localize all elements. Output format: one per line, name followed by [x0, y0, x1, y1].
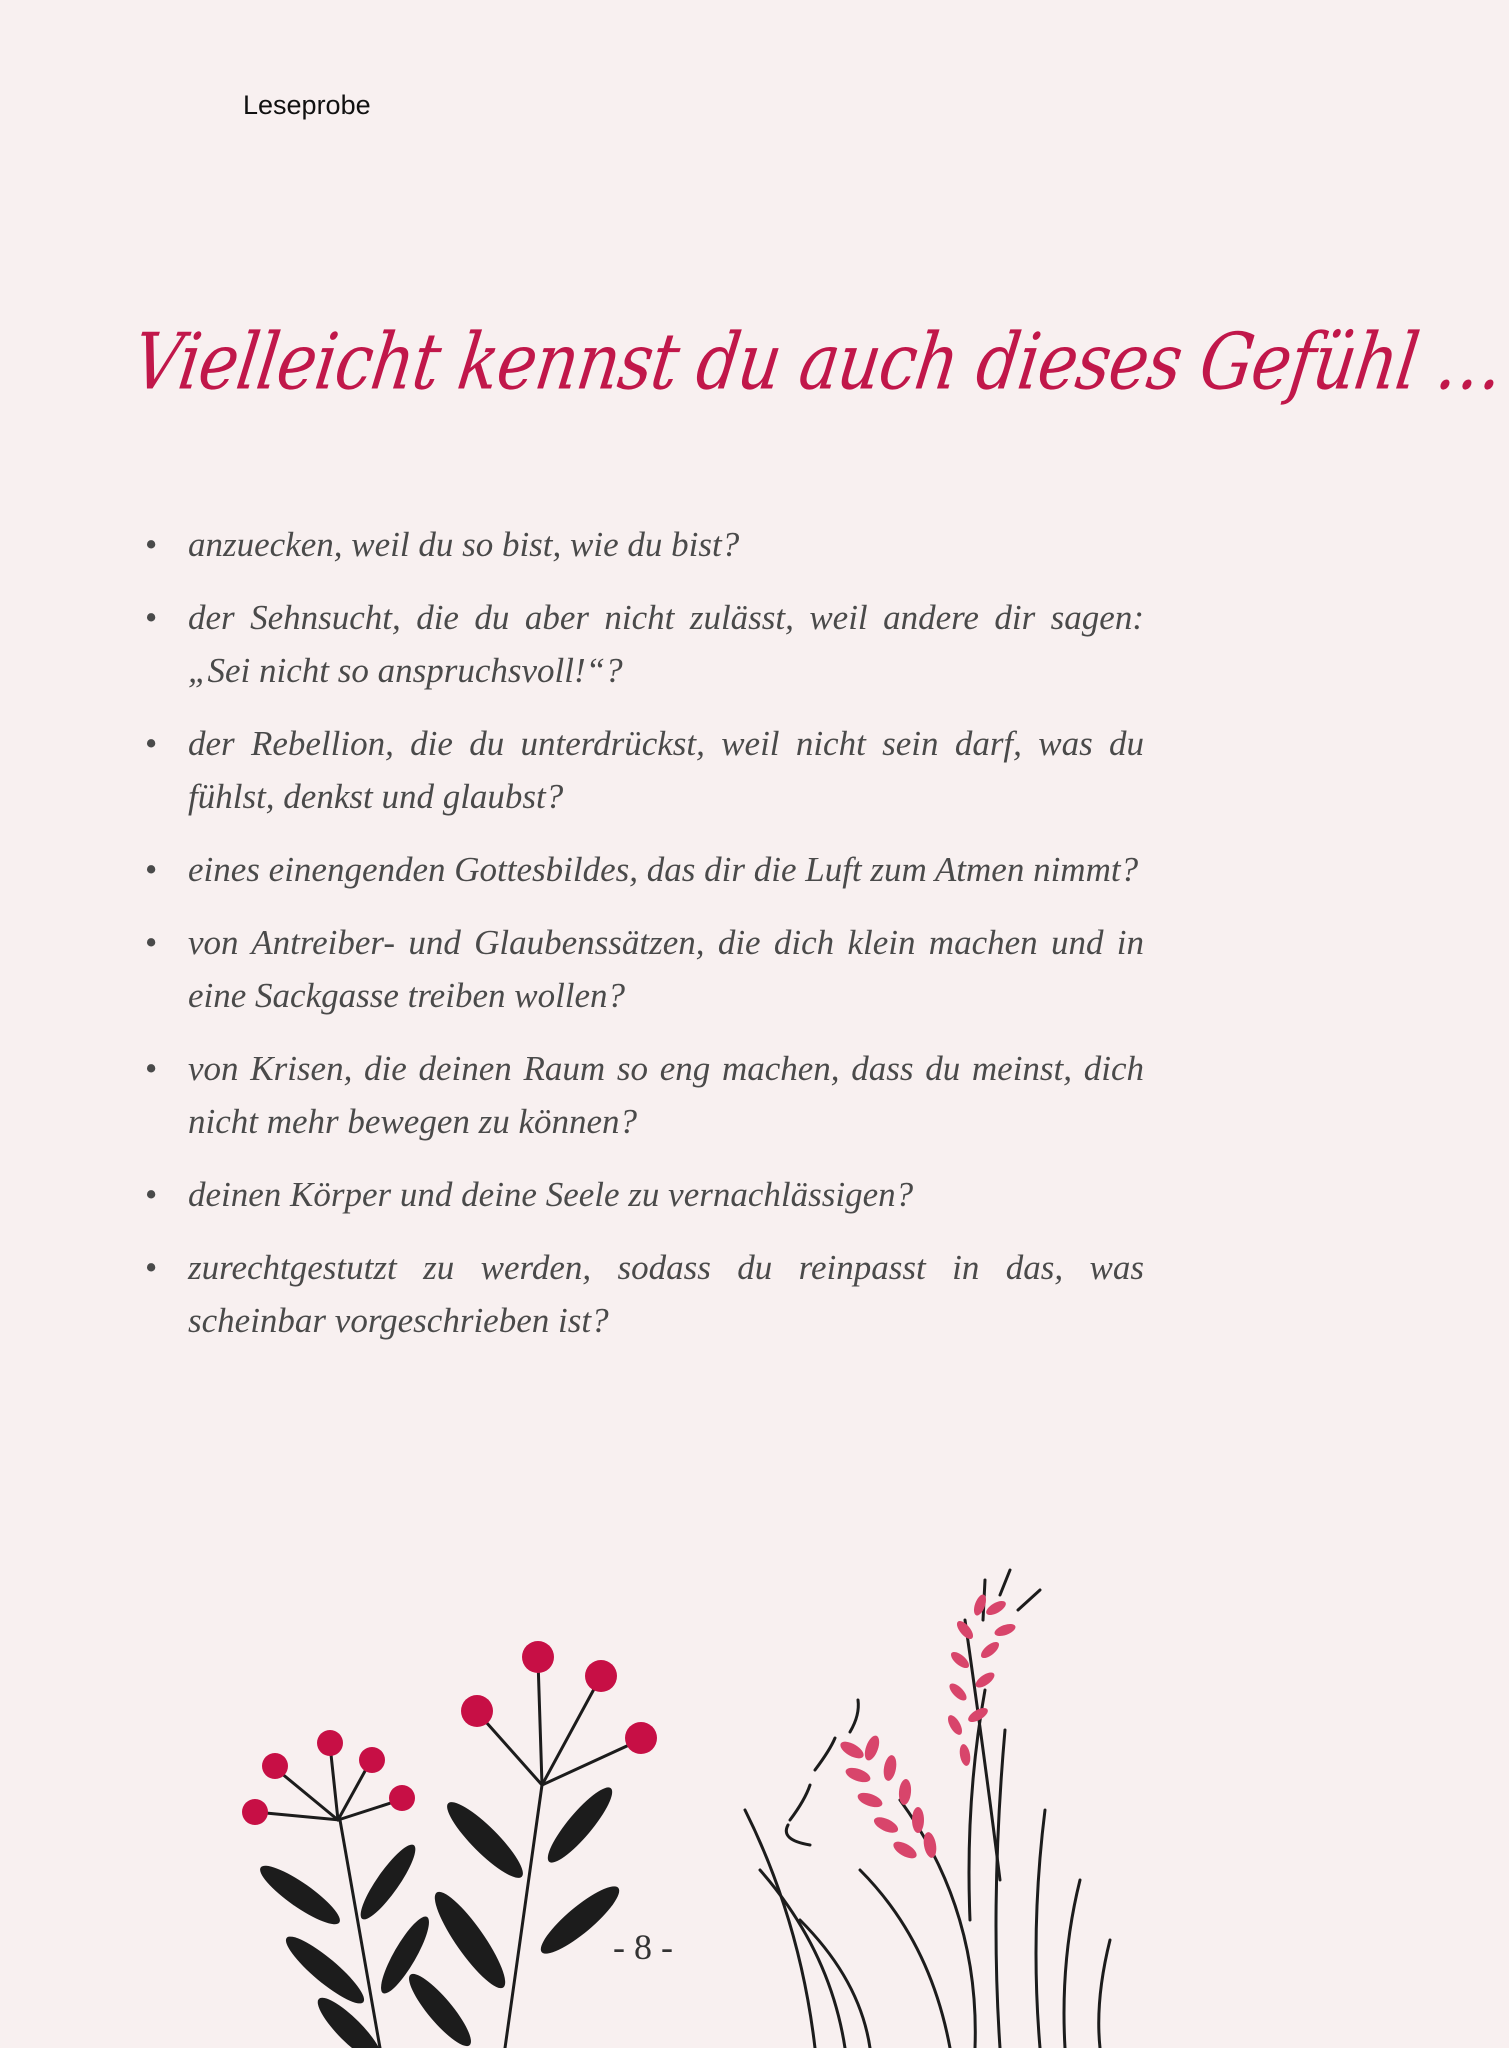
- list-item-text: eines einengenden Gottesbildes, das dir die Luft zum Atmen nimmt?: [188, 850, 1139, 889]
- list-item-text: anzuecken, weil du so bist, wie du bist?: [188, 525, 740, 564]
- bullet-dot-icon: •: [145, 724, 158, 763]
- bullet-dot-icon: •: [145, 1175, 158, 1214]
- grass-right: [745, 1570, 1110, 2048]
- bullet-dot-icon: •: [145, 923, 158, 962]
- bullet-list: [142, 518, 1144, 1367]
- bullet-dot-icon: •: [145, 1248, 158, 1287]
- pink-wheat-right: [838, 1593, 1017, 1862]
- page-number: - 8 -: [613, 1927, 673, 1967]
- list-item-text: von Krisen, die deinen Raum so eng machen, dass du meinst, dich nicht mehr bewegen zu können?: [188, 1049, 1144, 1141]
- bullet-dot-icon: •: [145, 850, 158, 889]
- list-item: [142, 1042, 1144, 1148]
- list-item-text: der Rebellion, die du unterdrückst, weil nicht sein darf, was du fühlst, denkst und glaubst?: [188, 724, 1144, 816]
- list-item-text: deinen Körper und deine Seele zu vernachlässigen?: [188, 1175, 914, 1214]
- list-item: [142, 916, 1144, 1022]
- list-item: [142, 591, 1144, 697]
- berry-plant-middle-berries: [461, 1641, 657, 1754]
- list-item-text: zurechtgestutzt zu werden, sodass du reinpasst in das, was scheinbar vorgeschrieben ist?: [188, 1248, 1144, 1340]
- list-item: [142, 518, 1144, 571]
- bullet-dot-icon: •: [145, 598, 158, 637]
- bullet-dot-icon: •: [145, 525, 158, 564]
- page-title: Vielleicht kennst du auch dieses Gefühl …: [127, 316, 1509, 408]
- list-item: [142, 1168, 1144, 1221]
- list-item-text: der Sehnsucht, die du aber nicht zulässt, weil andere dir sagen: „Sei nicht so anspruchsvoll!“?: [188, 598, 1144, 690]
- header-label: Leseprobe: [243, 90, 371, 120]
- bullet-dot-icon: •: [145, 1049, 158, 1088]
- list-item: [142, 843, 1144, 896]
- list-item: [142, 1241, 1144, 1347]
- list-item-text: von Antreiber- und Glaubenssätzen, die dich klein machen und in eine Sackgasse treiben wollen?: [188, 923, 1144, 1015]
- list-item: [142, 717, 1144, 823]
- berry-plant-middle-leaves: [401, 1781, 626, 2048]
